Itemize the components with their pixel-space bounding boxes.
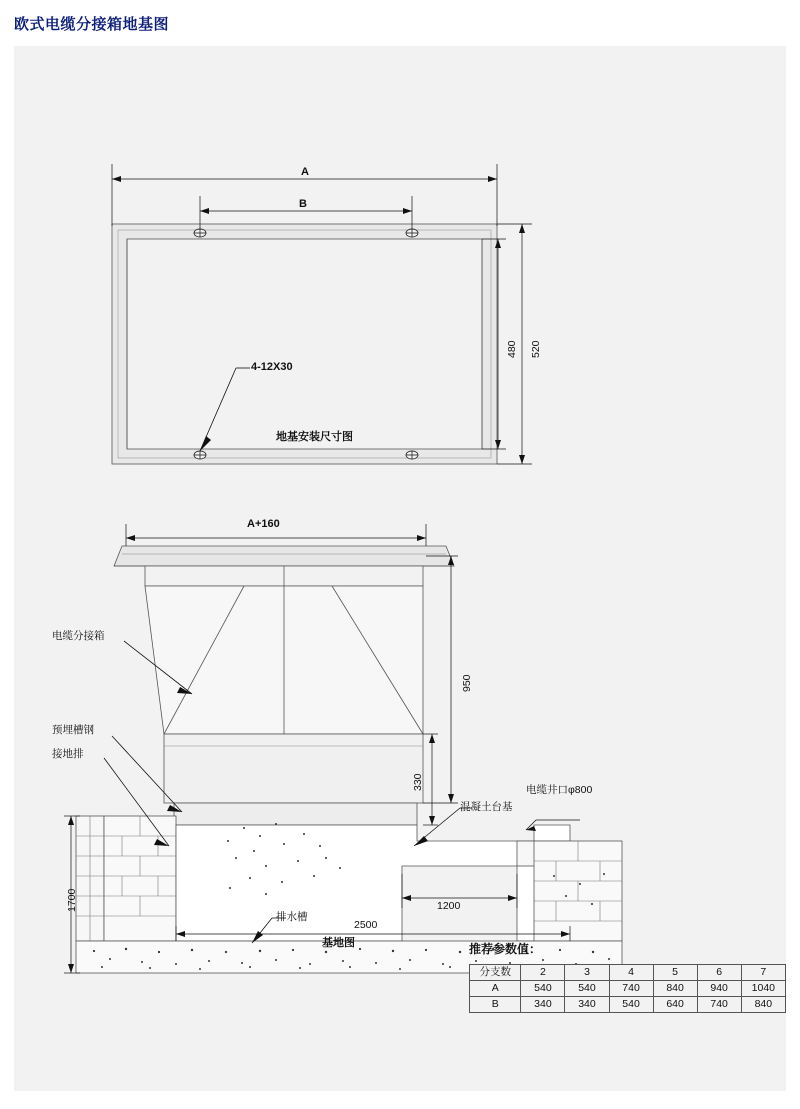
table-cell: 6 — [697, 965, 741, 981]
label-ground-bar: 接地排 — [52, 748, 84, 760]
table-cell: 740 — [697, 997, 741, 1013]
dim-330 — [423, 734, 438, 825]
dim-950 — [423, 556, 458, 803]
dim-950-label: 950 — [461, 674, 473, 692]
table-cell: 540 — [609, 997, 653, 1013]
table-cell: 540 — [521, 981, 565, 997]
top-view-caption: 地基安装尺寸图 — [276, 431, 353, 443]
bolt-note-label: 4-12X30 — [251, 361, 293, 373]
table-cell: 1040 — [741, 981, 785, 997]
technical-drawing — [14, 46, 786, 1091]
label-drain: 排水槽 — [276, 911, 308, 923]
table-cell: 840 — [741, 997, 785, 1013]
table-cell: 4 — [609, 965, 653, 981]
table-cell: 5 — [653, 965, 697, 981]
concrete-base — [174, 803, 417, 825]
dim-2500-label: 2500 — [354, 919, 378, 931]
drawing-canvas — [14, 46, 786, 1091]
dim-b-label: B — [299, 198, 307, 210]
label-cable-well: 电缆井口φ800 — [526, 784, 593, 796]
label-channel-steel: 预埋槽钢 — [52, 724, 94, 736]
table-cell: 340 — [565, 997, 609, 1013]
params-table — [469, 964, 786, 1013]
table-cell: 540 — [565, 981, 609, 997]
dim-1700-label: 1700 — [66, 888, 78, 912]
table-row — [470, 997, 786, 1013]
section-view-caption: 基地图 — [322, 937, 355, 949]
dim-330-label: 330 — [412, 773, 424, 791]
table-cell: 3 — [565, 965, 609, 981]
table-cell: 840 — [653, 981, 697, 997]
table-row — [470, 981, 786, 997]
table-cell: 7 — [741, 965, 785, 981]
cabinet-roof — [114, 546, 454, 566]
table-row-header — [470, 965, 786, 981]
label-cabinet: 电缆分接箱 — [52, 630, 105, 642]
cabinet-body — [145, 566, 423, 803]
table-cell: 640 — [653, 997, 697, 1013]
table-cell: 340 — [521, 997, 565, 1013]
dim-a160-label: A+160 — [247, 518, 280, 530]
table-cell: 740 — [609, 981, 653, 997]
dim-a-label: A — [301, 166, 309, 178]
label-concrete-base: 混凝土台基 — [460, 801, 513, 813]
params-title: 推荐参数值： — [469, 942, 542, 956]
dim-480-label: 480 — [506, 340, 518, 358]
table-cell: A — [470, 981, 521, 997]
table-cell: B — [470, 997, 521, 1013]
table-cell: 2 — [521, 965, 565, 981]
table-cell: 940 — [697, 981, 741, 997]
page-title: 欧式电缆分接箱地基图 — [14, 16, 170, 33]
dim-520-label: 520 — [530, 340, 542, 358]
page-header — [0, 0, 800, 46]
table-cell: 分支数 — [470, 965, 521, 981]
dim-1200-label: 1200 — [437, 900, 461, 912]
